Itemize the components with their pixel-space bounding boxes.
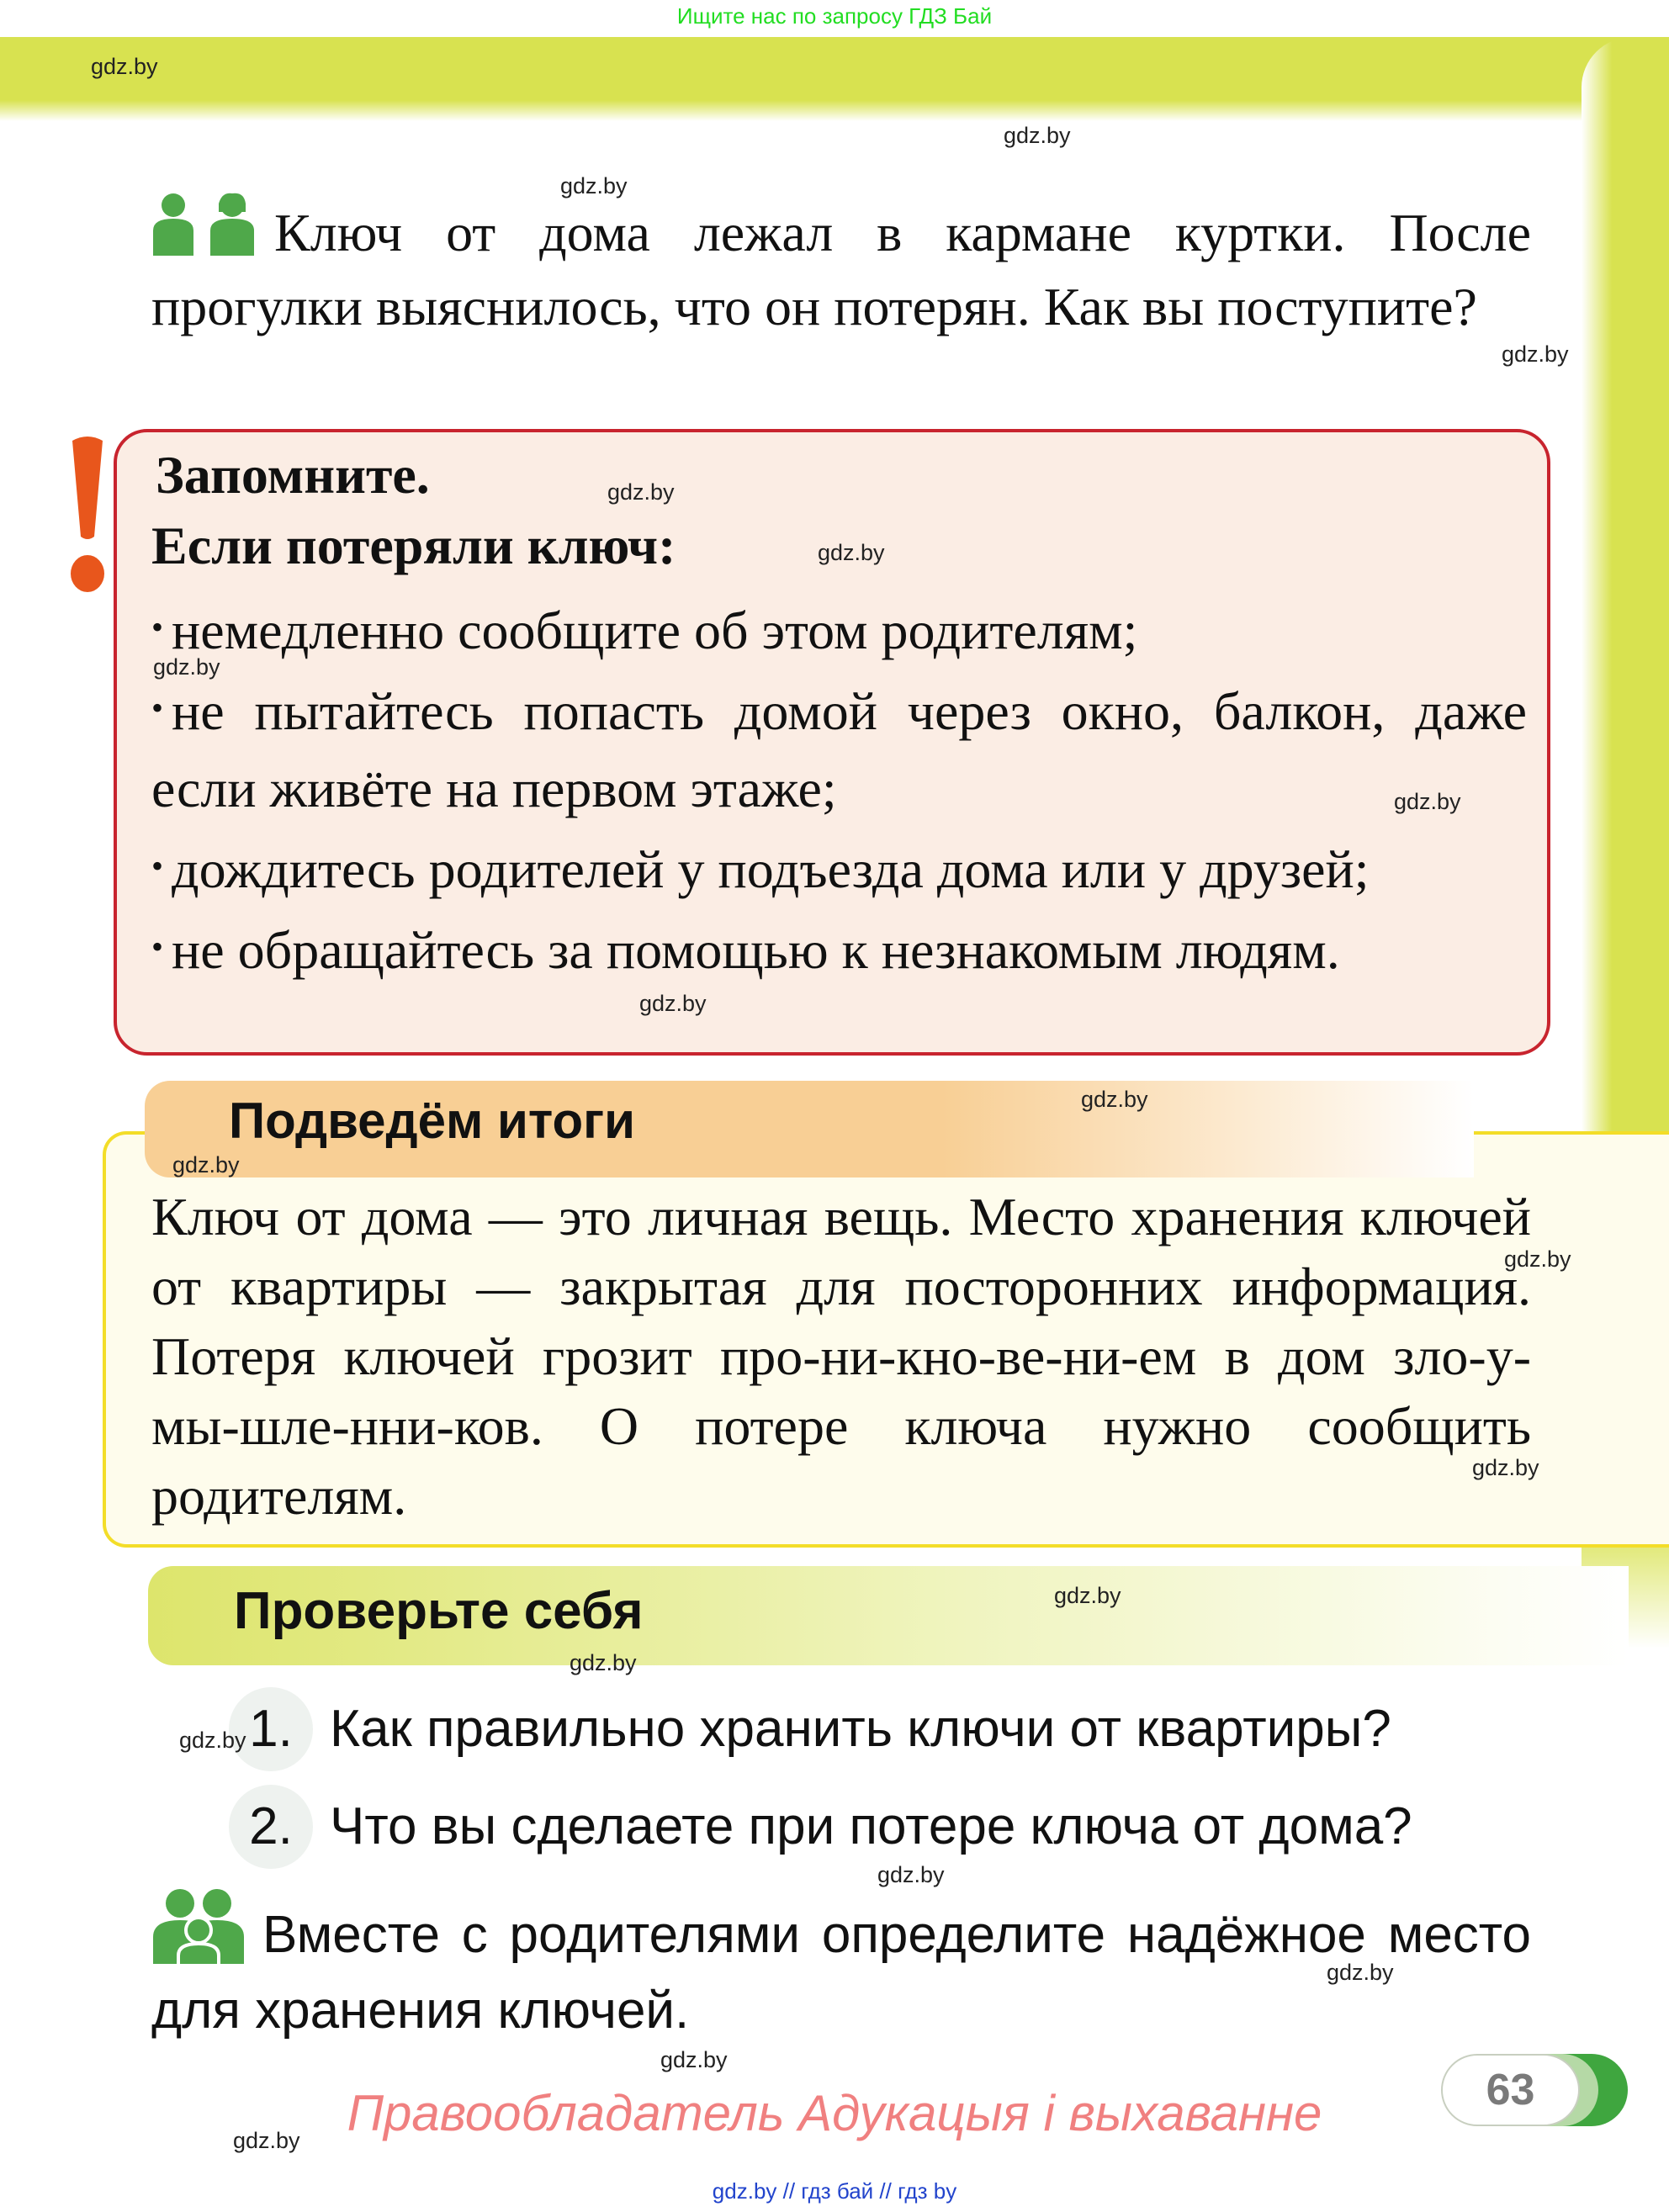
watermark: gdz.by	[639, 991, 707, 1016]
memo-item: • дождитесь родителей у подъезда дома или у друзей;	[151, 839, 1370, 899]
watermark: gdz.by	[877, 1862, 945, 1887]
memo-item: • не пытайтесь попасть домой через окно, балкон, даже если живёте на первом этаже;	[151, 681, 1527, 818]
watermark: gdz.by	[172, 1152, 240, 1177]
question-number: 2.	[229, 1785, 313, 1869]
family-icon	[151, 1888, 246, 1964]
watermark: gdz.by	[1472, 1455, 1539, 1480]
page-number: 63	[1441, 2054, 1580, 2126]
intro-task	[151, 192, 1531, 344]
watermark: gdz.by	[1327, 1960, 1394, 1985]
watermark: gdz.by	[560, 173, 628, 198]
watermark: gdz.by	[1504, 1246, 1571, 1272]
memo-subtitle: Если потеряли ключ:	[151, 516, 676, 575]
search-hint: Ищите нас по запросу ГДЗ Бай	[676, 3, 993, 29]
watermark: gdz.by	[1502, 341, 1569, 367]
watermark: gdz.by	[1054, 1583, 1121, 1608]
question-text: Как правильно хранить ключи от квартиры?	[330, 1700, 1391, 1758]
summary-heading: Подведём итоги	[229, 1093, 636, 1149]
watermark: gdz.by	[660, 2047, 728, 2072]
family-task-text: Вместе с родителями определите надёжное место для хранения ключей.	[151, 1906, 1531, 2040]
intro-text: Ключ от дома лежал в кармане куртки. После прогулки выяснилось, что он потерян. Как вы поступите?	[151, 203, 1531, 336]
page-top-band	[0, 37, 1669, 121]
question-number: 1.	[229, 1687, 313, 1771]
exclamation-icon	[61, 436, 114, 595]
copyright-holder: Правообладатель Адукацыя і выхаванне	[347, 2085, 1322, 2141]
question-text: Что вы сделаете при потере ключа от дома?	[330, 1797, 1412, 1855]
family-task	[151, 1888, 1531, 2049]
watermark: gdz.by	[233, 2128, 300, 2153]
question-2	[229, 1785, 1541, 1869]
watermark: gdz.by	[607, 479, 675, 505]
two-people-icon	[151, 192, 261, 256]
memo-item: • не обращайтесь за помощью к незнакомым людям.	[151, 920, 1340, 980]
watermark: gdz.by	[1081, 1087, 1148, 1112]
watermark: gdz.by	[1004, 123, 1071, 148]
check-heading: Проверьте себя	[234, 1582, 644, 1640]
footer-links[interactable]: gdz.by // гдз бай // гдз by	[712, 2178, 957, 2204]
watermark: gdz.by	[91, 54, 158, 79]
watermark: gdz.by	[153, 654, 220, 680]
watermark: gdz.by	[818, 540, 885, 565]
watermark: gdz.by	[1394, 789, 1461, 814]
watermark: gdz.by	[570, 1650, 637, 1675]
summary-text: Ключ от дома — это личная вещь. Место хранения ключей от квартиры — закрытая для посторонних информация. Потеря ключей грозит про-ни-кно-ве-ни-ем в дом зло-у-мы-шле-нни-ков. О потере ключа нужно сообщить родителям.	[151, 1187, 1531, 1526]
memo-list	[151, 589, 1527, 989]
memo-title: Запомните.	[156, 445, 430, 505]
memo-item: • немедленно сообщите об этом родителям;	[151, 601, 1138, 660]
watermark: gdz.by	[179, 1728, 246, 1753]
question-1	[229, 1687, 1541, 1771]
